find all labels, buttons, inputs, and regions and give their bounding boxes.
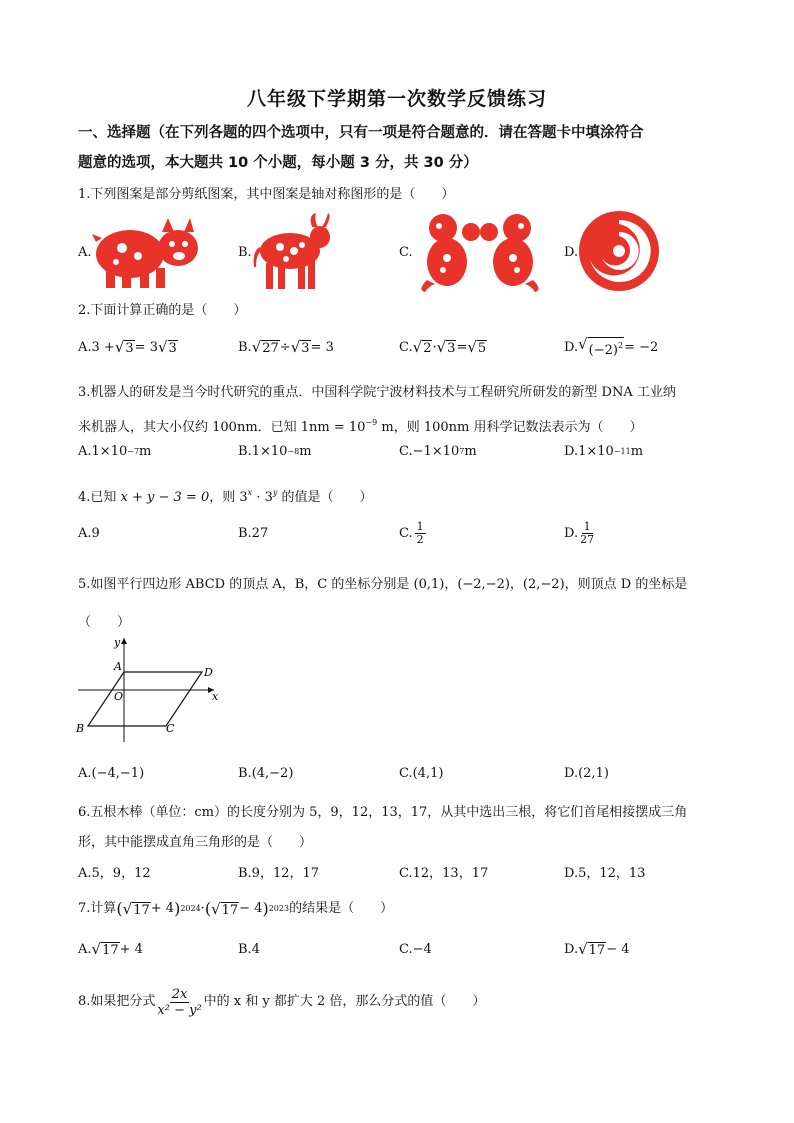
q8-fraction xyxy=(157,987,201,1018)
q7-d-label: D. xyxy=(564,941,579,957)
q3-line2-exp: −9 xyxy=(365,418,378,427)
q5-stem-line2: （ ） xyxy=(78,615,131,630)
page-title: 八年级下学期第一次数学反馈练习 xyxy=(246,88,547,110)
q4-d-num: 1 xyxy=(583,519,591,533)
section-header-line2: 题意的选项，本大题共 10 个小题，每小题 3 分，共 30 分） xyxy=(78,155,478,171)
q7-p1-plus: + 4 xyxy=(150,901,175,916)
q7-option-b xyxy=(238,936,260,962)
q2-c-eq: = xyxy=(456,339,468,355)
q6-option-c: C.12，13，17 xyxy=(399,865,489,881)
q4-stem-a: 4.已知 xyxy=(78,490,121,505)
q5-option-d xyxy=(564,760,609,786)
q3-d-exp: −11 xyxy=(613,446,631,456)
q5-option-a xyxy=(78,760,144,786)
fig-label-b: B xyxy=(76,722,85,735)
q2-c-radicand: 2 xyxy=(423,340,432,356)
q3-c-unit: m xyxy=(464,443,477,459)
q5-a-label: A. xyxy=(78,765,92,781)
q2-option-c xyxy=(399,334,487,360)
q2-c-label: C. xyxy=(399,339,413,355)
q4-exp-x: x xyxy=(247,488,253,497)
question-7-options xyxy=(78,936,718,962)
question-6-options xyxy=(78,858,718,884)
q2-option-b xyxy=(238,334,334,360)
q2-b-radicand: 27 xyxy=(262,340,279,356)
q5-option-b xyxy=(238,760,293,786)
q7-c-label: C. xyxy=(399,941,413,957)
q8-frac-num: 2x xyxy=(171,986,188,1002)
q3-b-label: B. xyxy=(238,443,252,459)
q2-b-radicand2: 3 xyxy=(301,340,310,356)
q2-a-sqrt: √ 3 xyxy=(114,337,134,356)
fig-label-o: O xyxy=(114,690,124,703)
q1-option-a-label: A. xyxy=(78,245,92,260)
q3-option-d xyxy=(564,438,643,464)
q4-option-a xyxy=(78,520,100,546)
q6-line1: 6.五根木棒（单位：cm）的长度分别为 5，9，12，13，17，从其中选出三根，将它们首尾相接摆成三角 xyxy=(78,805,688,820)
q2-a-eq: = 3 xyxy=(134,339,158,355)
q4-stem-b: ，则 3 xyxy=(209,490,248,505)
question-5-stem xyxy=(78,566,718,642)
q5-stem-line1: 5.如图平行四边形 ABCD 的顶点 A，B，C 的坐标分别是 (0,1)，(−2,−2)，(2,−2)，则顶点 D 的坐标是 xyxy=(78,577,688,592)
q5-b-label: B. xyxy=(238,765,252,781)
q4-stem-dot: · 3 xyxy=(252,490,273,505)
q4-stem-c: 的值是（ ） xyxy=(277,490,373,505)
question-6-stem xyxy=(78,798,718,858)
q5-a-value: (−4,−1) xyxy=(91,765,145,781)
q3-d-unit: m xyxy=(630,443,644,459)
q2-d-exp: 2 xyxy=(617,341,624,350)
q4-d-den: 27 xyxy=(580,532,595,546)
question-4-stem xyxy=(78,484,718,507)
q7-a-sqrt: √ 17 xyxy=(91,939,119,958)
q2-d-sqrt: √ $(-2)^2$ xyxy=(578,335,624,358)
q4-option-b xyxy=(238,520,268,546)
q7-mid-dot: · xyxy=(200,901,205,916)
q3-option-b xyxy=(238,438,312,464)
q7-c-value: −4 xyxy=(412,941,432,957)
q1-option-c-label: C. xyxy=(399,245,413,260)
q2-d-base: (−2) xyxy=(588,343,618,358)
question-5-options xyxy=(78,760,718,786)
q4-option-c xyxy=(399,520,428,546)
paper-cut-ox-icon xyxy=(250,211,334,293)
q2-c-sqrt2: √ 3 xyxy=(436,337,456,356)
q1-option-d-label: D. xyxy=(564,245,579,260)
fig-label-a: A xyxy=(114,660,122,673)
q4-a-label: A. xyxy=(78,525,92,541)
q3-c-label: C. xyxy=(399,443,413,459)
q2-d-label: D. xyxy=(564,339,579,355)
q3-b-exp: −8 xyxy=(287,446,300,456)
q7-option-d xyxy=(564,936,630,962)
q4-c-num: 1 xyxy=(416,519,424,533)
q6-option-b: B.9，12，17 xyxy=(238,865,320,881)
q5-c-value: (4,1) xyxy=(412,765,444,781)
q2-b-label: B. xyxy=(238,339,252,355)
q3-a-unit: m xyxy=(139,443,152,459)
q7-p2-exp: 2023 xyxy=(268,904,290,913)
q2-option-a xyxy=(78,334,178,360)
q7-p2-minus: − 4 xyxy=(239,901,263,916)
fig-label-x: x xyxy=(212,690,219,703)
question-1-stem: 1.下列图案是部分剪纸图案，其中图案是轴对称图形的是（ ） xyxy=(78,187,455,202)
q2-c-radicand3: 5 xyxy=(477,340,487,356)
q7-stem-b: 的结果是（ ） xyxy=(289,901,394,916)
section-header-line1: 一、选择题（在下列各题的四个选项中，只有一项是符合题意的．请在答题卡中填涂符合 xyxy=(78,125,644,141)
q4-exp-y: y xyxy=(272,488,278,497)
section-header xyxy=(78,118,718,178)
q8-stem-a: 8.如果把分式 xyxy=(78,994,156,1009)
q6-option-d: D.5，12，13 xyxy=(564,865,646,881)
q6-option-a: A.5，9，12 xyxy=(78,865,151,881)
q3-line1: 3.机器人的研发是当今时代研究的重点．中国科学院宁波材料技术与工程研究所研发的新型 DNA 工业纳 xyxy=(78,385,676,400)
question-7-stem: 7.计算 ( √ 17 + 4 ) 2024 · ( √ 17 − 4 ) 2023 的结果是（ ） xyxy=(78,899,394,918)
q5-b-value: (4,−2) xyxy=(251,765,294,781)
paper-cut-monkeys-icon xyxy=(413,210,547,294)
q2-b-eq: = 3 xyxy=(310,339,334,355)
q4-equation: x + y − 3 = 0 xyxy=(120,490,210,505)
q4-c-label: C. xyxy=(399,525,413,541)
question-3-stem xyxy=(78,378,718,443)
parallelogram-figure xyxy=(74,634,224,746)
fig-label-c: C xyxy=(166,722,175,735)
q7-option-c xyxy=(399,936,432,962)
q2-c-dot: · xyxy=(432,339,437,355)
q4-c-den: 2 xyxy=(416,532,424,546)
q1-option-b-label: B. xyxy=(238,245,252,260)
question-3-options xyxy=(78,438,718,464)
q7-d-sqrt: √ 17 xyxy=(578,939,606,958)
q7-p1-radicand: 17 xyxy=(133,902,150,918)
fig-label-y: y xyxy=(114,636,121,649)
q3-d-base: 1×10 xyxy=(578,443,614,459)
q2-a-text: 3 + xyxy=(91,339,115,355)
q4-b-value: 27 xyxy=(251,525,269,541)
q7-b-value: 4 xyxy=(251,941,260,957)
q3-a-base: 1×10 xyxy=(91,443,128,459)
q4-b-label: B. xyxy=(238,525,252,541)
q4-option-d xyxy=(564,520,596,546)
question-4-options xyxy=(78,520,718,546)
q5-option-c xyxy=(399,760,443,786)
q2-c-sqrt: √ 2 xyxy=(412,337,432,356)
q2-a-label: A. xyxy=(78,339,92,355)
q2-d-eq: = −2 xyxy=(624,339,659,355)
question-2-options xyxy=(78,334,718,360)
q8-stem-b: 中的 x 和 y 都扩大 2 倍，那么分式的值（ ） xyxy=(203,994,486,1009)
q7-p1-exp: 2024 xyxy=(180,904,201,913)
q7-p2-radicand: 17 xyxy=(221,902,239,918)
q7-d-radicand: 17 xyxy=(588,942,606,958)
q4-c-fraction xyxy=(415,521,426,546)
q5-c-label: C. xyxy=(399,765,413,781)
q2-d-radicand xyxy=(588,337,624,359)
q5-d-label: D. xyxy=(564,765,579,781)
q2-c-sqrt3: √ 5 xyxy=(467,337,487,356)
q7-p2-sqrt: √ 17 xyxy=(211,899,239,918)
q7-a-radicand: 17 xyxy=(102,942,119,958)
q2-c-radicand2: 3 xyxy=(447,340,456,356)
q2-option-d xyxy=(564,334,658,360)
q7-a-label: A. xyxy=(78,941,92,957)
q6-line2: 形，其中能摆成直角三角形的是（ ） xyxy=(78,835,313,850)
q4-a-value: 9 xyxy=(91,525,100,541)
q7-option-a xyxy=(78,936,143,962)
fig-label-d: D xyxy=(204,666,213,679)
paper-cut-pig-icon xyxy=(92,214,202,290)
question-2-stem: 2.下面计算正确的是（ ） xyxy=(78,303,247,318)
question-8-stem xyxy=(78,984,718,1020)
q3-a-exp: −7 xyxy=(127,446,140,456)
q2-a-sqrt2: √ 3 xyxy=(157,337,177,356)
q3-c-base: −1×10 xyxy=(412,443,460,459)
q3-option-c xyxy=(399,438,477,464)
q3-c-exp: 7 xyxy=(459,446,465,456)
q3-a-label: A. xyxy=(78,443,92,459)
q3-b-unit: m xyxy=(299,443,312,459)
q3-d-label: D. xyxy=(564,443,579,459)
q7-a-rest: + 4 xyxy=(119,941,143,957)
q8-frac-den: x² − y² xyxy=(157,1002,202,1018)
q2-b-sqrt2: √ 3 xyxy=(290,337,310,356)
q7-b-label: B. xyxy=(238,941,252,957)
q3-line2b: m，则 100nm 用科学记数法表示为（ ） xyxy=(377,420,643,435)
q2-b-sqrt: √ 27 xyxy=(251,337,279,356)
q7-d-rest: − 4 xyxy=(606,941,630,957)
q2-b-div: ÷ xyxy=(279,339,291,355)
q7-p1-sqrt: √ 17 xyxy=(122,899,150,918)
q3-option-a xyxy=(78,438,151,464)
q2-a-radicand2: 3 xyxy=(168,340,177,356)
q3-line2a: 米机器人，其大小仅约 100nm．已知 1nm = 10 xyxy=(78,420,366,435)
q5-d-value: (2,1) xyxy=(578,765,609,781)
q3-b-base: 1×10 xyxy=(251,443,288,459)
q4-d-label: D. xyxy=(564,525,579,541)
q4-d-fraction xyxy=(580,521,594,546)
swirl-logo-icon xyxy=(578,210,660,292)
q7-stem-a: 7.计算 xyxy=(78,901,117,916)
q2-a-radicand: 3 xyxy=(125,340,134,356)
